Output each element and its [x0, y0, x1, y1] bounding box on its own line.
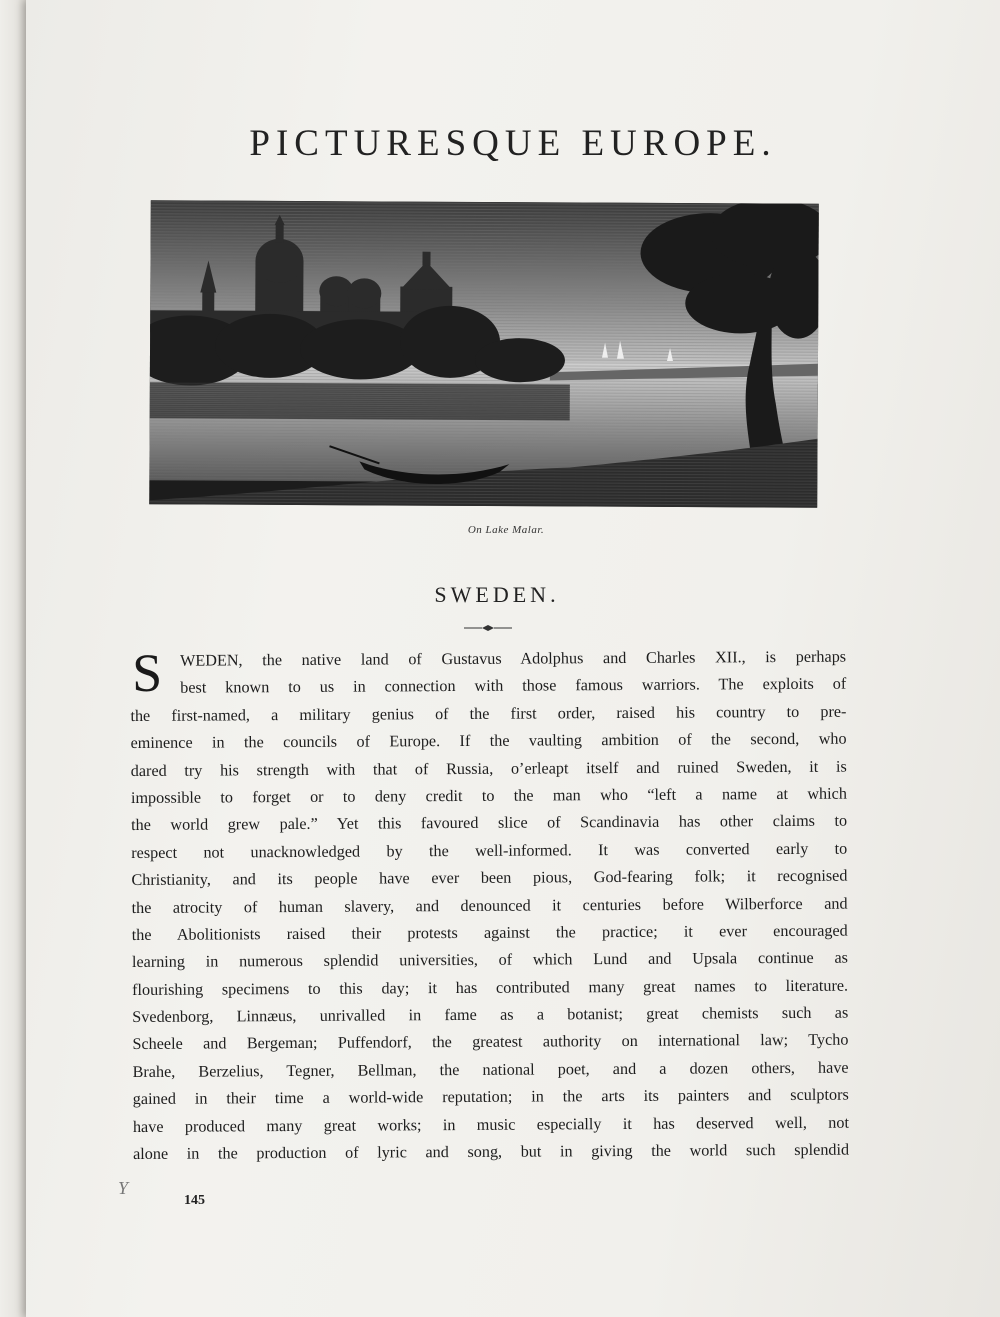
- book-page: [26, 0, 1000, 1317]
- signature-mark: Y: [118, 1178, 129, 1198]
- chapter-body-text: [130, 644, 849, 1169]
- text-line: learning in numerous splendid universities, of which Lund and Upsala continue as: [131, 948, 848, 972]
- chapter-title: SWEDEN.: [434, 582, 560, 607]
- lake-malar-engraving: [149, 200, 819, 507]
- drop-cap: S: [131, 642, 163, 703]
- text-line: alone in the production of lyric and song, but in giving the world such splendid: [133, 1140, 850, 1164]
- text-line: flourishing specimens to this day; it has contributed many great names to literature.: [132, 976, 849, 999]
- book-title: PICTURESQUE EUROPE.: [249, 123, 777, 164]
- text-line: respect not unacknowledged by the well-informed. It was converted early to: [131, 839, 848, 862]
- text-line: WEDEN, the native land of Gustavus Adolphus and Charles XII., is perhaps: [180, 647, 847, 670]
- page-number: 145: [184, 1193, 205, 1208]
- text-line: the world grew pale.” Yet this favoured slice of Scandinavia has other claims to: [131, 811, 848, 835]
- text-line: Christianity, and its people have ever been pious, God-fearing folk; it recognised: [131, 866, 848, 890]
- illustration-caption: On Lake Malar.: [467, 524, 545, 536]
- text-line: dared try his strength with that of Russia, o’erleapt itself and ruined Sweden, it is: [130, 757, 847, 780]
- text-line: best known to us in connection with those famous warriors. The exploits of: [180, 675, 847, 698]
- text-line: have produced many great works; in music especially it has deserved well, not: [132, 1113, 849, 1136]
- text-line: the Abolitionists raised their protests against the practice; it ever encouraged: [131, 921, 848, 944]
- text-line: eminence in the councils of Europe. If the vaulting ambition of the second, who: [130, 729, 847, 753]
- text-line: the first-named, a military genius of the first order, raised his country to pre-: [130, 702, 847, 725]
- text-line: the atrocity of human slavery, and denounced it centuries before Wilberforce and: [131, 894, 848, 917]
- divider-ornament-icon: [464, 623, 512, 633]
- text-line: Scheele and Bergeman; Puffendorf, the greatest authority on international law; Tycho: [132, 1031, 849, 1054]
- text-line: gained in their time a world-wide reputation; in the arts its painters and sculptors: [132, 1085, 849, 1109]
- text-line: Svedenborg, Linnæus, unrivalled in fame as a botanist; great chemists such as: [132, 1003, 849, 1027]
- text-line: Brahe, Berzelius, Tegner, Bellman, the national poet, and a dozen others, have: [132, 1058, 849, 1081]
- text-line: impossible to forget or to deny credit to the man who “left a name at which: [130, 784, 847, 807]
